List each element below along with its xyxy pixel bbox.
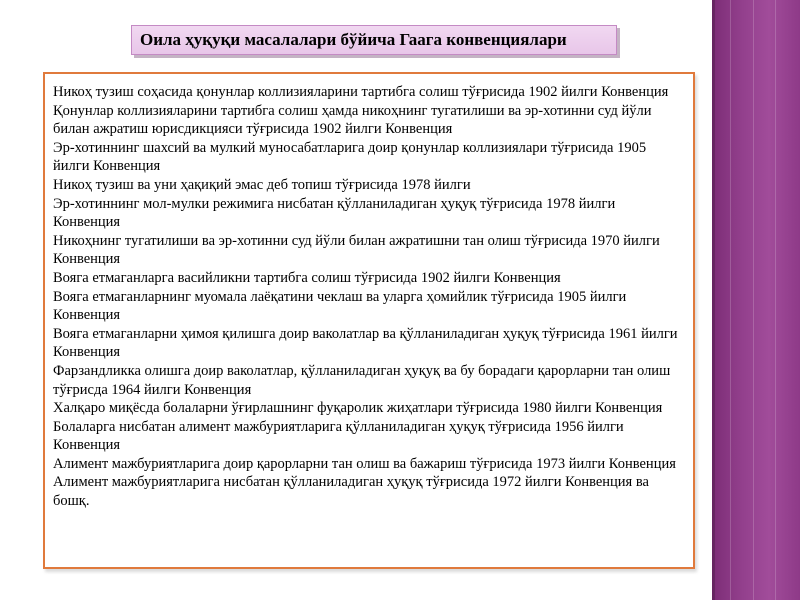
- list-item: Болаларга нисбатан алимент мажбуриятларига қўлланиладиган ҳуқуқ тўғрисида 1956 йилги Конвенция: [53, 418, 624, 454]
- list-item: Никоҳ тузиш соҳасида қонунлар коллизияларини тартибга солиш тўғрисида 1902 йилги Конвенция: [53, 84, 669, 100]
- slide-title: Оила ҳуқуқи масалалари бўйича Гаага конвенциялари: [140, 30, 567, 49]
- list-item: Никоҳнинг тугатилиши ва эр-хотинни суд йўли билан ажратишни тан олиш тўғрисида 1970 йилги Конвенция: [53, 232, 660, 268]
- list-item: Қонунлар коллизияларини тартибга солиш ҳамда никоҳнинг тугатилиши ва эр-хотинни суд йўли билан ажратиш юрисдикцияси тўғрисида 1902 йилги Конвенция: [53, 102, 652, 138]
- conventions-list-box: [43, 72, 695, 569]
- list-item: Халқаро миқёсда болаларни ўғирлашнинг фуқаролик жиҳатлари тўғрисида 1980 йилги Конвенция: [53, 400, 663, 417]
- list-item: Алимент мажбуриятларига доир қарорларни тан олиш ва бажариш тўғрисида 1973 йилги Конвенция: [53, 455, 676, 472]
- slide-title-box: [131, 25, 617, 55]
- list-item: Никоҳ тузиш ва уни ҳақиқий эмас деб топиш тўғрисида 1978 йилги: [53, 176, 471, 193]
- decorative-side-panel: [712, 0, 800, 600]
- list-item: Вояга етмаганларга васийликни тартибга солиш тўғрисида 1902 йилги Конвенция: [53, 269, 561, 286]
- list-item: Вояга етмаганларни ҳимоя қилишга доир ваколатлар ва қўлланиладиган ҳуқуқ тўғрисида 1961 йилги Конвенция: [53, 325, 678, 361]
- list-item: Вояга етмаганларнинг муомала лаёқатини чеклаш ва уларга ҳомийлик тўғрисида 1905 йилги Конвенция: [53, 288, 627, 324]
- list-item: Фарзандликка олишга доир ваколатлар, қўлланиладиган ҳуқуқ ва бу борадаги қарорларни тан олиш тўғрисда 1964 йилги Конвенция: [53, 362, 671, 398]
- list-item: Эр-хотиннинг шахсий ва мулкий муносабатларига доир қонунлар коллизиялари тўғрисида 1905 йилги Конвенция: [53, 139, 647, 175]
- list-item: Алимент мажбуриятларига нисбатан қўлланиладиган ҳуқуқ тўғрисида 1972 йилги Конвенция ва бошқ.: [53, 474, 649, 510]
- list-item: Эр-хотиннинг мол-мулки режимига нисбатан қўлланиладиган ҳуқуқ тўғрисида 1978 йилги Конвенция: [53, 195, 616, 231]
